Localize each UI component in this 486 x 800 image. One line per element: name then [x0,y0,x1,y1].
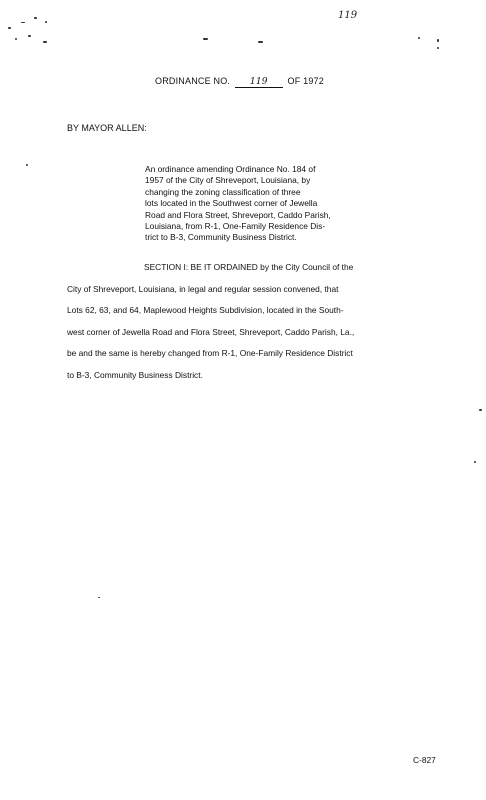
scan-speck [34,17,37,19]
scan-speck [21,22,25,23]
scan-speck [437,47,439,49]
scan-speck [15,38,17,40]
body-line: to B-3, Community Business District. [67,369,203,380]
ordinance-summary [145,164,385,244]
body-line: City of Shreveport, Louisiana, in legal and regular session convened, that [67,283,339,294]
summary-line: changing the zoning classification of three [145,186,301,197]
ordinance-prefix: ORDINANCE NO. [155,76,231,86]
handwritten-page-number: 119 [338,10,358,21]
scan-speck [437,39,439,42]
ordinance-number: 119 [235,77,283,88]
summary-line: lots located in the Southwest corner of Jewella [145,198,318,209]
scan-speck [258,41,263,43]
scan-speck [43,41,47,43]
scan-speck [8,27,11,29]
scan-speck [479,409,482,411]
scan-speck [418,37,420,39]
section-one-body [67,262,447,392]
summary-line: trict to B-3, Community Business District. [145,232,297,243]
byline: BY MAYOR ALLEN: [67,123,147,133]
scan-speck [26,164,28,166]
ordinance-year: OF 1972 [287,76,324,86]
scan-speck [45,21,47,23]
scan-speck [474,461,476,463]
scan-speck [98,597,100,598]
summary-line: An ordinance amending Ordinance No. 184 of [145,164,316,174]
body-line: be and the same is hereby changed from R-1, One-Family Residence District [67,348,353,359]
body-line: west corner of Jewella Road and Flora Street, Shreveport, Caddo Parish, La., [67,326,355,337]
document-code: C-827 [413,755,436,765]
summary-line: 1957 of the City of Shreveport, Louisiana, by [145,175,311,186]
summary-line: Road and Flora Street, Shreveport, Caddo Parish, [145,209,331,220]
body-line: Lots 62, 63, and 64, Maplewood Heights Subdivision, located in the South- [67,305,344,316]
scan-speck [28,35,31,37]
summary-line: Louisiana, from R-1, One-Family Residence Dis- [145,221,326,232]
ordinance-title [155,76,324,88]
scan-speck [203,38,208,40]
body-line: SECTION I: BE IT ORDAINED by the City Council of the [144,262,354,272]
